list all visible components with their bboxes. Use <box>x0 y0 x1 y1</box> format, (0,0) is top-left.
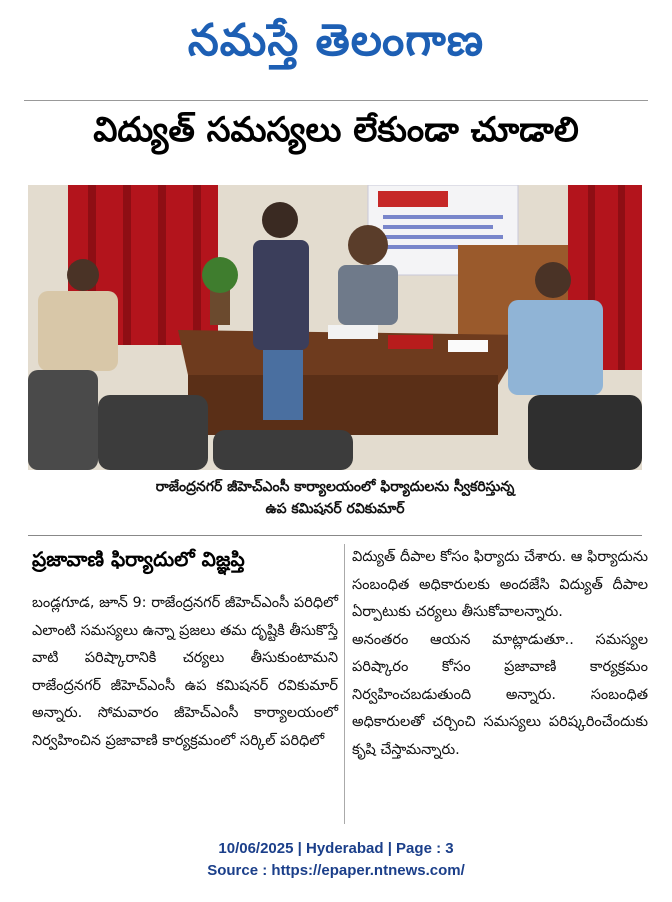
article-headline: విద్యుత్ సమస్యలు లేకుండా చూడాలి <box>93 110 579 150</box>
article-column-left <box>32 544 338 755</box>
right-column-paragraph-1: విద్యుత్ దీపాల కోసం ఫిర్యాదు చేశారు. ఆ ఫిర్యాదును సంబంధిత అధికారులకు అందజేసి విద్యుత్ దీపాల ఏర్పాటుకు చర్యలు తీసుకోవాలన్నారు. <box>352 549 648 620</box>
article-photo <box>28 185 642 470</box>
footer-date-line: 10/06/2025 | Hyderabad | Page : 3 <box>218 840 454 857</box>
right-column-paragraph-2: అనంతరం ఆయన మాట్లాడుతూ.. సమస్యల పరిష్కారం కోసం ప్రజావాణి కార్యక్రమం నిర్వహించబడుతుంది అన్నారు. సంబంధిత అధికారులతో చర్చించి సమస్యలు పరిష్కరించేందుకు కృషి చేస్తామన్నారు. <box>352 631 648 758</box>
page-footer <box>0 838 672 882</box>
caption-divider <box>28 535 642 536</box>
right-column-text <box>352 544 648 764</box>
header-divider <box>24 100 648 101</box>
left-column-paragraph: బండ్లగూడ, జూన్ 9: రాజేంద్రనగర్ జీహెచ్ఎంసీ పరిధిలో ఎలాంటి సమస్యలు ఉన్నా ప్రజలు తమ దృష్టికి తీసుకొస్తే వాటి పరిష్కారానికి చర్యలు తీసుకుంటామని రాజేంద్రనగర్ జీహెచ్ఎంసీ ఉప కమిషనర్ రవికుమార్ అన్నారు. సోమవారం జీహెచ్ఎంసీ కార్యాలయంలో నిర్వహించిన ప్రజావాణి కార్యక్రమంలో సర్కిల్ పరిధిలో <box>32 595 338 749</box>
column-divider <box>344 544 345 824</box>
left-column-text <box>32 590 338 755</box>
office-scene-illustration <box>28 185 642 470</box>
newspaper-title: నమస్తే తెలంగాణ <box>187 15 485 66</box>
photo-caption <box>28 476 642 520</box>
masthead <box>0 8 672 74</box>
footer-source-line[interactable]: Source : https://epaper.ntnews.com/ <box>207 862 465 879</box>
article-subheading: ప్రజావాణి ఫిర్యాదులో విజ్ఞప్తి <box>32 547 245 571</box>
photo-caption-line2: ఉప కమిషనర్ రవికుమార్ <box>265 501 405 517</box>
article-column-right <box>352 544 648 764</box>
photo-caption-line1: రాజేంద్రనగర్ జీహెచ్ఎంసీ కార్యాలయంలో ఫిర్యాదులను స్వీకరిస్తున్న <box>155 479 515 495</box>
